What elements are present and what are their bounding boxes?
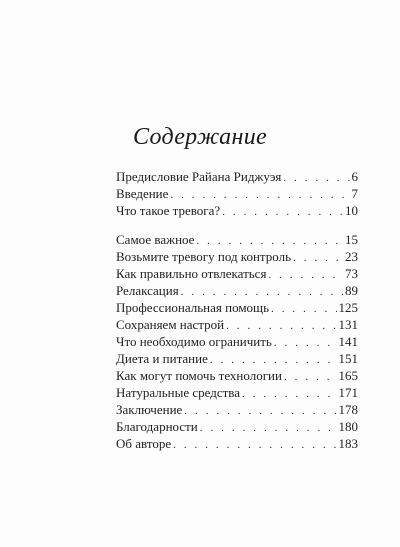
toc-entry-page: 131: [338, 317, 358, 332]
toc-entry-page: 151: [338, 351, 358, 366]
leader-dots: [283, 170, 349, 187]
toc-entry-page: 178: [338, 402, 358, 417]
toc-entry: [116, 435, 358, 452]
toc-entry: [116, 168, 358, 185]
toc-entry-page: 141: [338, 334, 358, 349]
toc-entry-label: Об авторе: [116, 436, 172, 451]
toc-entry-page: 183: [338, 436, 358, 451]
toc-entry-label: Самое важное: [116, 232, 195, 247]
leader-dots: [222, 204, 343, 221]
leader-dots: [184, 403, 336, 420]
toc-entry: [116, 299, 358, 316]
toc-entry: [116, 384, 358, 401]
toc-group-back: [116, 401, 358, 452]
toc-entry: [116, 418, 358, 435]
leader-dots: [284, 369, 337, 386]
toc-entry-page: 180: [338, 419, 358, 434]
toc-entry-page: 6: [351, 169, 358, 184]
toc-entry: [116, 367, 358, 384]
toc-entry-page: 15: [345, 232, 358, 247]
toc-entry: [116, 401, 358, 418]
toc-entry-label: Благодарности: [116, 419, 198, 434]
toc-entry: [116, 282, 358, 299]
toc-entry-label: Возьмите тревогу под контроль: [116, 249, 292, 264]
leader-dots: [271, 301, 337, 318]
toc-entry-label: Натуральные средства: [116, 385, 241, 400]
toc-entry: [116, 231, 358, 248]
toc-entry-page: 171: [338, 385, 358, 400]
toc-entry-label: Что необходимо ограничить: [116, 334, 272, 349]
leader-dots: [173, 437, 336, 454]
toc-entry-label: Введение: [116, 186, 169, 201]
toc-entry-page: 7: [351, 186, 358, 201]
leader-dots: [200, 420, 337, 437]
toc-entry-label: Профессиональная помощь: [116, 300, 269, 315]
toc-entry: [116, 185, 358, 202]
toc-entry: [116, 316, 358, 333]
toc-entry-label: Заключение: [116, 402, 183, 417]
toc-entry-label: Как могут помочь технологии: [116, 368, 282, 383]
toc-entry: [116, 248, 358, 265]
page-title: Содержание: [133, 124, 267, 150]
toc-entry-label: Релаксация: [116, 283, 179, 298]
toc-entry: [116, 333, 358, 350]
toc-entry-page: 73: [345, 266, 358, 281]
toc-entry-page: 125: [338, 300, 358, 315]
toc-entry-label: Как правильно отвлекаться: [116, 266, 267, 281]
leader-dots: [268, 267, 343, 284]
toc-entry-label: Предисловие Райана Риджуэя: [116, 169, 282, 184]
toc-entry-page: 10: [345, 203, 358, 218]
toc-group-front: [116, 168, 358, 219]
toc-group-chapters: [116, 231, 358, 401]
toc-entry: [116, 202, 358, 219]
toc-entry: [116, 350, 358, 367]
toc-entry-page: 89: [345, 283, 358, 298]
leader-dots: [274, 335, 337, 352]
toc-entry-label: Диета и питание: [116, 351, 208, 366]
toc-entry-page: 165: [338, 368, 358, 383]
toc-entry-label: Что такое тревога?: [116, 203, 221, 218]
toc-entry-page: 23: [345, 249, 358, 264]
toc-entry-label: Сохраняем настрой: [116, 317, 225, 332]
leader-dots: [293, 250, 343, 267]
toc-entry: [116, 265, 358, 282]
